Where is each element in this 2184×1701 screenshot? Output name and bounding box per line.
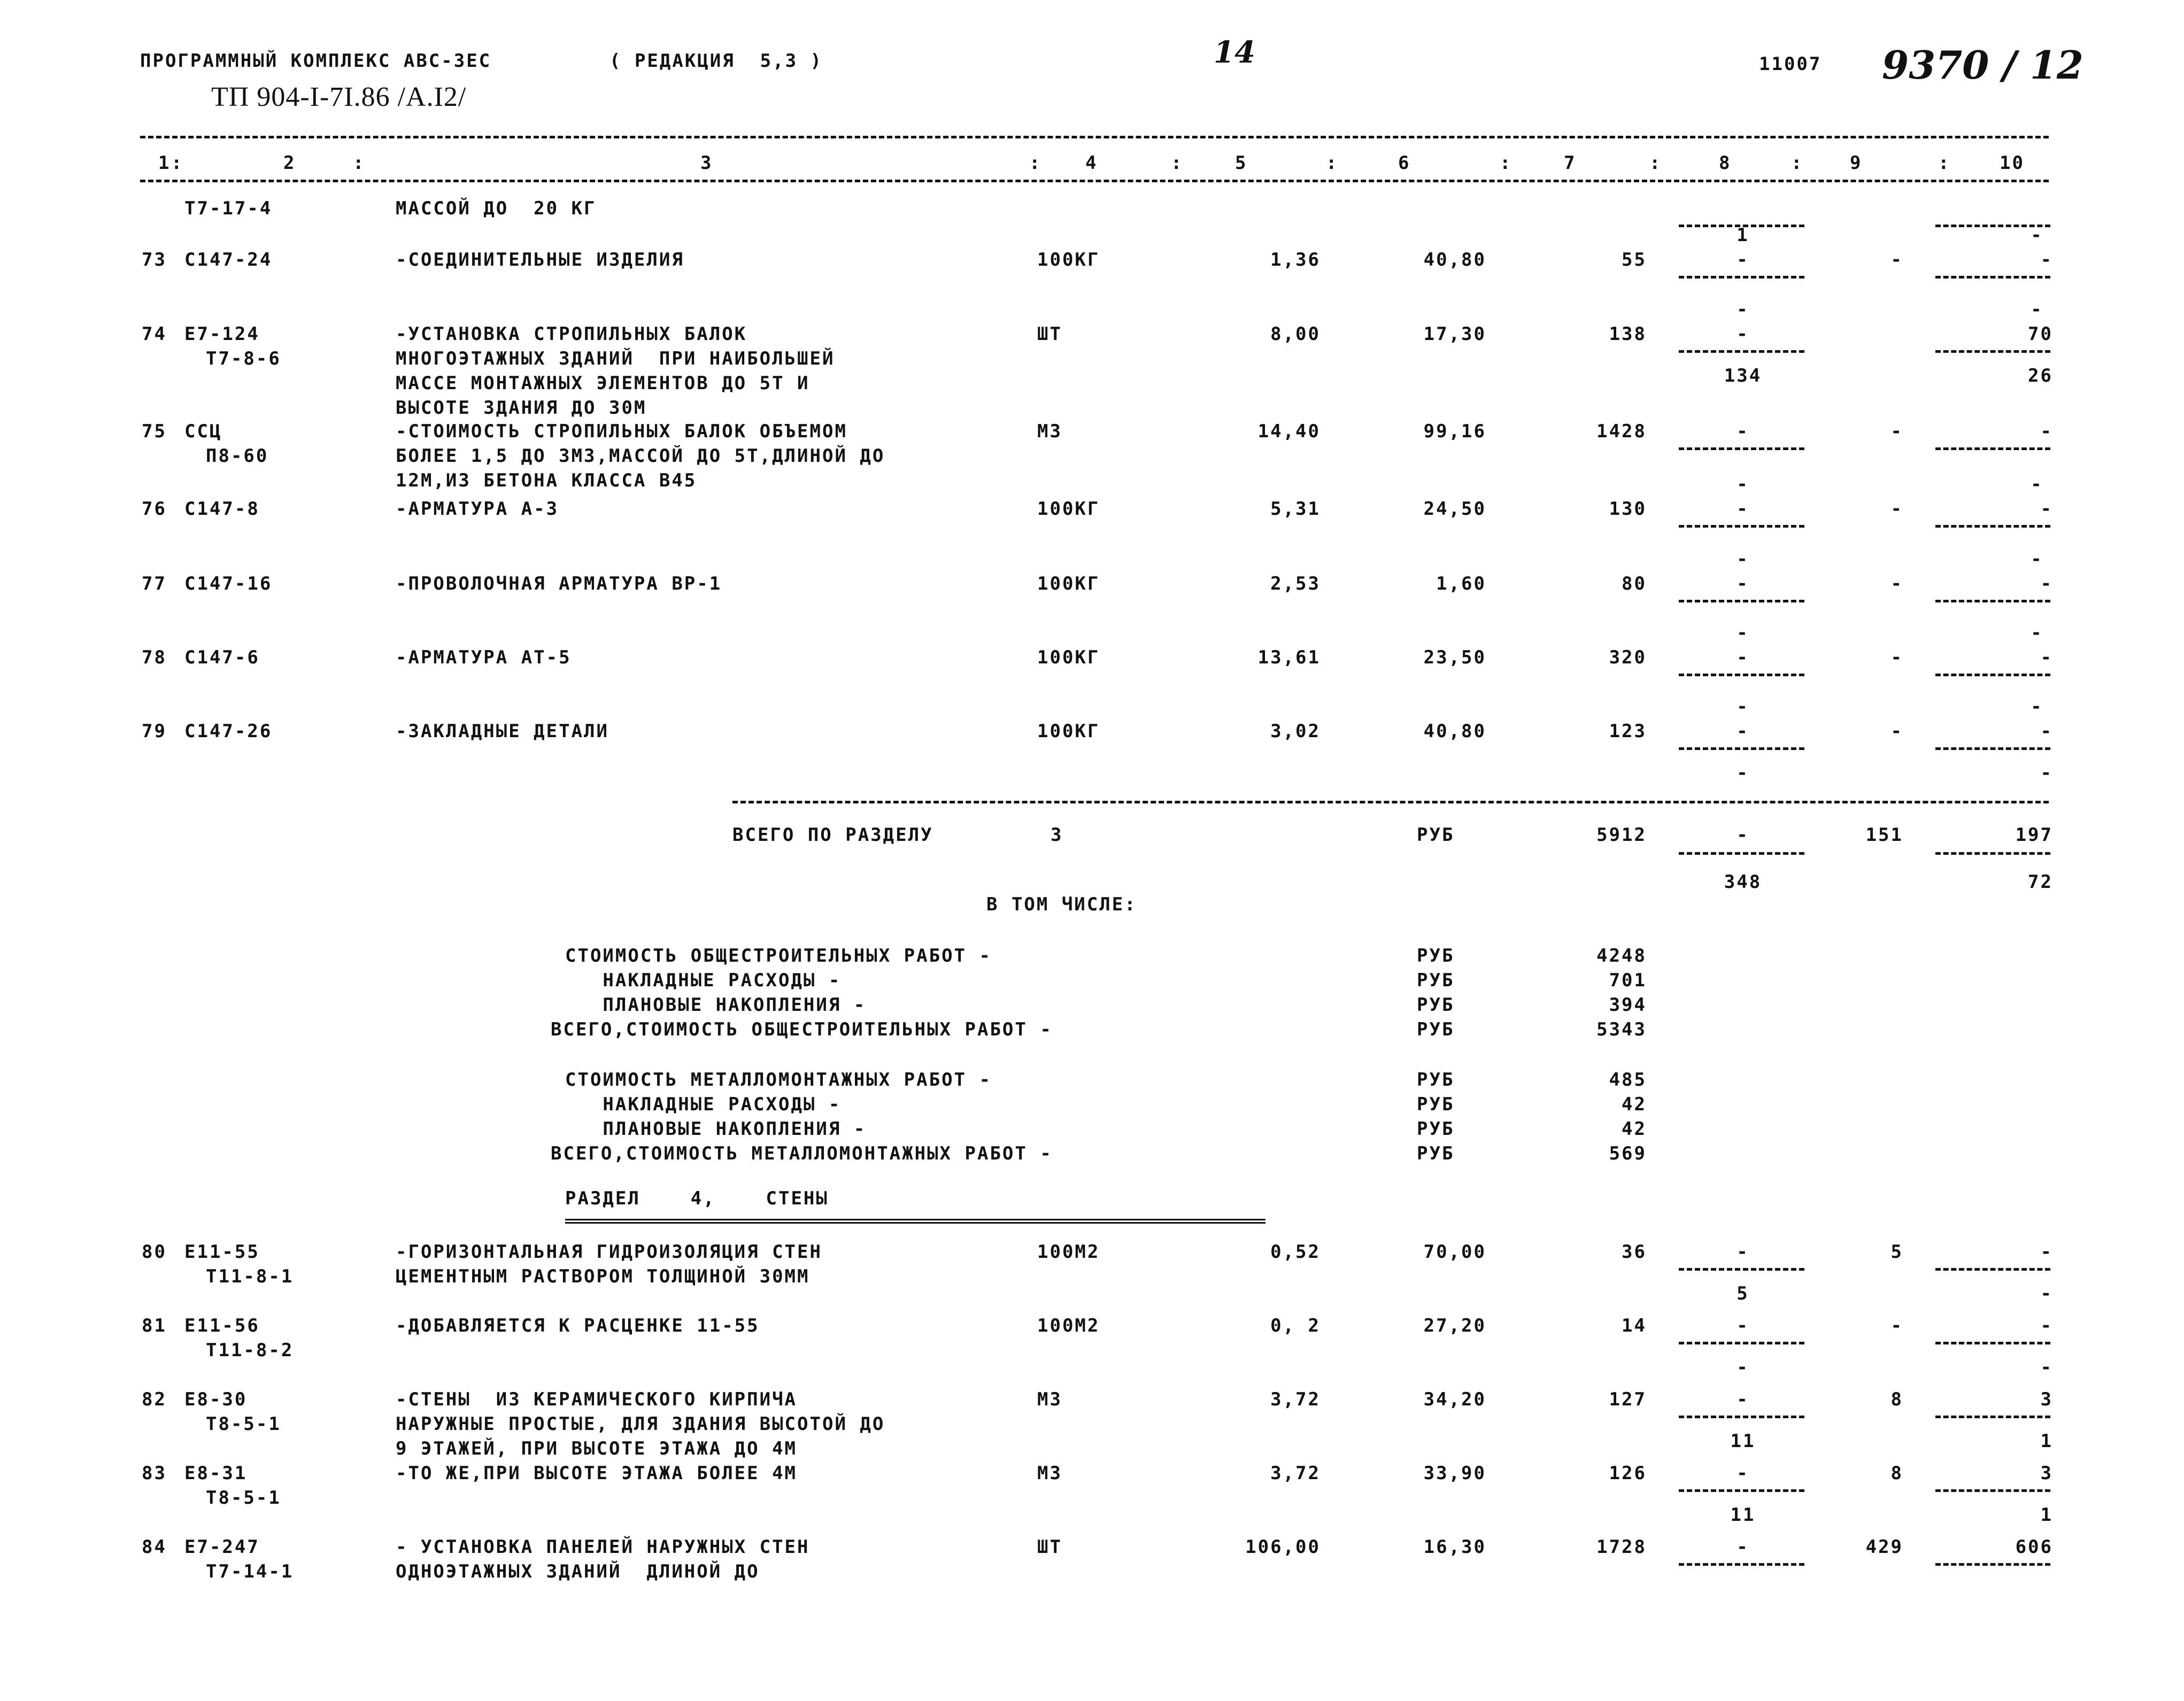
column-number: 4: [1085, 152, 1098, 174]
row-code: Е11-55: [184, 1241, 260, 1263]
row-col9: -: [1890, 421, 1903, 442]
row-description: -ДОБАВЛЯЕТСЯ К РАСЦЕНКЕ 11-55: [396, 1315, 760, 1336]
breakdown-label: СТОИМОСТЬ МЕТАЛЛОМОНТАЖНЫХ РАБОТ -: [565, 1069, 992, 1091]
row-quantity: 5,31: [1270, 498, 1321, 520]
row-col9: -: [1890, 647, 1903, 668]
column-number: 8: [1719, 152, 1732, 174]
column-separator: :: [171, 152, 184, 174]
row-col8: -: [1737, 249, 1749, 270]
row-code-secondary: П8-60: [206, 445, 269, 467]
row-col8: -: [1737, 421, 1749, 442]
header-rule-top: [140, 136, 2049, 138]
col8-rule: [1679, 1489, 1804, 1492]
row-unit-price: 24,50: [1423, 498, 1486, 520]
row-col8-upper: -: [1737, 299, 1749, 320]
total-col10: 197: [2015, 824, 2053, 846]
total-col10-lower: 72: [2028, 871, 2053, 893]
row-col10-lower: -: [2040, 1357, 2053, 1378]
total-col8-rule: [1679, 852, 1804, 855]
row-unit: М3: [1037, 421, 1062, 442]
breakdown-value: 5343: [1596, 1019, 1647, 1040]
row-col8-lower: 5: [1737, 1283, 1749, 1304]
col8-rule: [1679, 747, 1804, 750]
row-description: 12М,ИЗ БЕТОНА КЛАССА В45: [396, 470, 697, 491]
total-col9: 151: [1865, 824, 1903, 846]
row-number: 73: [142, 249, 167, 270]
row-number: 76: [142, 498, 167, 520]
row-total: 138: [1609, 323, 1647, 345]
row-code: Т7-17-4: [184, 198, 273, 219]
row-quantity: 13,61: [1257, 647, 1321, 668]
row-col8-upper: -: [1737, 622, 1749, 644]
breakdown-unit: РУБ: [1417, 1143, 1455, 1164]
row-col8: -: [1737, 1536, 1749, 1558]
row-unit-price: 16,30: [1423, 1536, 1486, 1558]
breakdown-value: 42: [1622, 1094, 1647, 1115]
row-description: -ЗАКЛАДНЫЕ ДЕТАЛИ: [396, 721, 609, 742]
col10-rule: [1935, 276, 2050, 279]
total-col10-rule: [1935, 852, 2050, 855]
row-unit: ШТ: [1037, 1536, 1062, 1558]
row-total: 1728: [1596, 1536, 1647, 1558]
row-total: 123: [1609, 721, 1647, 742]
row-col8: -: [1737, 323, 1749, 345]
col8-rule: [1679, 674, 1804, 676]
column-number: 7: [1564, 152, 1577, 174]
row-code: Е8-30: [184, 1389, 248, 1410]
row-col8: -: [1737, 1463, 1749, 1484]
row-col9: -: [1890, 721, 1903, 742]
row-unit-price: 33,90: [1423, 1463, 1486, 1484]
row-code-secondary: Т8-5-1: [206, 1487, 281, 1509]
row-unit-price: 17,30: [1423, 323, 1486, 345]
row-col8: -: [1737, 1315, 1749, 1336]
row-total: 80: [1622, 573, 1647, 594]
row-total: 14: [1622, 1315, 1647, 1336]
row-quantity: 0,52: [1270, 1241, 1321, 1263]
row-col10: 3: [2040, 1389, 2053, 1410]
row-unit-price: 34,20: [1423, 1389, 1486, 1410]
row-col10-lower: 26: [2028, 365, 2053, 386]
row-quantity: 14,40: [1257, 421, 1321, 442]
row-unit: 100М2: [1037, 1241, 1100, 1263]
breakdown-label: ПЛАНОВЫЕ НАКОПЛЕНИЯ -: [565, 994, 867, 1016]
col8-rule: [1679, 600, 1804, 602]
row-number: 83: [142, 1463, 167, 1484]
row-col10-upper: -: [2031, 299, 2043, 320]
breakdown-unit: РУБ: [1417, 970, 1455, 991]
row-col8: -: [1737, 498, 1749, 520]
row-description: НАРУЖНЫЕ ПРОСТЫЕ, ДЛЯ ЗДАНИЯ ВЫСОТОЙ ДО: [396, 1413, 885, 1435]
doc-code: 11007: [1759, 53, 1822, 75]
row-description: 9 ЭТАЖЕЙ, ПРИ ВЫСОТЕ ЭТАЖА ДО 4М: [396, 1438, 798, 1459]
row-unit: М3: [1037, 1389, 1062, 1410]
doc-reference: 9370 / 12: [1882, 42, 2084, 88]
col10-rule: [1935, 1563, 2050, 1566]
row-code-secondary: Т7-8-6: [206, 348, 281, 369]
row-unit-price: 23,50: [1423, 647, 1486, 668]
row-description: -ТО ЖЕ,ПРИ ВЫСОТЕ ЭТАЖА БОЛЕЕ 4М: [396, 1463, 798, 1484]
col8-rule: [1679, 1563, 1804, 1566]
row-total: 127: [1609, 1389, 1647, 1410]
row-unit-price: 40,80: [1423, 249, 1486, 270]
row-col10-lower: 1: [2040, 1431, 2053, 1452]
row-description: МАССОЙ ДО 20 КГ: [396, 198, 597, 219]
page-number: 14: [1214, 35, 1255, 70]
col10-rule: [1935, 1416, 2050, 1418]
row-description: ЦЕМЕНТНЫМ РАСТВОРОМ ТОЛЩИНОЙ 30ММ: [396, 1266, 810, 1287]
row-col10: -: [2040, 1241, 2053, 1263]
row-description: МАССЕ МОНТАЖНЫХ ЭЛЕМЕНТОВ ДО 5Т И: [396, 373, 810, 394]
row-code: С147-16: [184, 573, 273, 594]
row-code: Е8-31: [184, 1463, 248, 1484]
row-col9: 8: [1890, 1389, 1903, 1410]
total-section: 3: [1051, 824, 1063, 846]
row-code: Е11-56: [184, 1315, 260, 1336]
row-number: 81: [142, 1315, 167, 1336]
total-col8-lower: 348: [1724, 871, 1762, 893]
breakdown-value: 42: [1622, 1118, 1647, 1140]
program-title: ПРОГРАММНЫЙ КОМПЛЕКС АВС-ЗЕС: [140, 50, 492, 72]
column-number: 3: [700, 152, 713, 174]
row-unit: 100КГ: [1037, 498, 1100, 520]
breakdown-unit: РУБ: [1417, 1019, 1455, 1040]
row-col9: 5: [1890, 1241, 1903, 1263]
column-separator: :: [1649, 152, 1662, 174]
row-code: С147-24: [184, 249, 273, 270]
row-col10-lower: -: [2040, 1283, 2053, 1304]
breakdown-unit: РУБ: [1417, 1118, 1455, 1140]
column-number: 10: [2000, 152, 2025, 174]
including-label: В ТОМ ЧИСЛЕ:: [986, 894, 1137, 915]
breakdown-label: НАКЛАДНЫЕ РАСХОДЫ -: [565, 970, 842, 991]
section-4-title: РАЗДЕЛ 4, СТЕНЫ: [565, 1188, 829, 1209]
row-description: -СТЕНЫ ИЗ КЕРАМИЧЕСКОГО КИРПИЧА: [396, 1389, 798, 1410]
column-separator: :: [1171, 152, 1184, 174]
breakdown-value: 394: [1609, 994, 1647, 1016]
row-unit: 100КГ: [1037, 249, 1100, 270]
row-col10-lower: 1: [2040, 1504, 2053, 1526]
row-unit: М3: [1037, 1463, 1062, 1484]
column-number: 1: [158, 152, 171, 174]
row-col10: 606: [2015, 1536, 2053, 1558]
breakdown-unit: РУБ: [1417, 1069, 1455, 1091]
breakdown-unit: РУБ: [1417, 994, 1455, 1016]
row-unit-price: 40,80: [1423, 721, 1486, 742]
row-col8-lower: 11: [1730, 1504, 1756, 1526]
total-unit: РУБ: [1417, 824, 1455, 846]
column-separator: :: [1029, 152, 1042, 174]
row-total: 1428: [1596, 421, 1647, 442]
row-total: 36: [1622, 1241, 1647, 1263]
row-code: С147-26: [184, 721, 273, 742]
row-total: 130: [1609, 498, 1647, 520]
row-col10: -: [2040, 1315, 2053, 1336]
breakdown-unit: РУБ: [1417, 1094, 1455, 1115]
row-quantity: 3,02: [1270, 721, 1321, 742]
row-col9: -: [1890, 498, 1903, 520]
column-separator: :: [1500, 152, 1512, 174]
col8-rule: [1679, 1268, 1804, 1271]
row-unit-price: 27,20: [1423, 1315, 1486, 1336]
row-col8-upper: -: [1737, 696, 1749, 717]
column-separator: :: [353, 152, 366, 174]
row-description: ОДНОЭТАЖНЫХ ЗДАНИЙ ДЛИНОЙ ДО: [396, 1561, 760, 1582]
row-col8-lower: 134: [1724, 365, 1762, 386]
col8-rule: [1679, 525, 1804, 528]
column-number: 2: [283, 152, 296, 174]
row-description: ВЫСОТЕ ЗДАНИЯ ДО 30М: [396, 397, 647, 419]
row-number: 80: [142, 1241, 167, 1263]
breakdown-value: 569: [1609, 1143, 1647, 1164]
row-col10-upper: -: [2031, 696, 2043, 717]
row-code: Е7-247: [184, 1536, 260, 1558]
breakdown-value: 701: [1609, 970, 1647, 991]
row-quantity: 2,53: [1270, 573, 1321, 594]
row-col10: -: [2040, 249, 2053, 270]
col10-rule: [1935, 350, 2050, 353]
col10-rule: [1935, 1268, 2050, 1271]
row-unit-price: 70,00: [1423, 1241, 1486, 1263]
col10-rule: [1935, 747, 2050, 750]
row-col10: -: [2040, 647, 2053, 668]
row-unit-price: 99,16: [1423, 421, 1486, 442]
row-unit: 100М2: [1037, 1315, 1100, 1336]
row-unit: ШТ: [1037, 323, 1062, 345]
row-code-secondary: Т11-8-2: [206, 1340, 294, 1361]
row-col9: -: [1890, 249, 1903, 270]
total-col8: -: [1737, 824, 1749, 846]
row-number: 75: [142, 421, 167, 442]
row-col10: 3: [2040, 1463, 2053, 1484]
row-quantity: 8,00: [1270, 323, 1321, 345]
row-description: -АРМАТУРА АТ-5: [396, 647, 572, 668]
column-number: 6: [1398, 152, 1411, 174]
row-total: 55: [1622, 249, 1647, 270]
row-quantity: 3,72: [1270, 1389, 1321, 1410]
row-quantity: 106,00: [1245, 1536, 1321, 1558]
row-code: ССЦ: [184, 421, 222, 442]
row-number: 84: [142, 1536, 167, 1558]
col10-rule: [1935, 525, 2050, 528]
row-col8: -: [1737, 1389, 1749, 1410]
row-code: С147-6: [184, 647, 260, 668]
row-col8: -: [1737, 721, 1749, 742]
row-col8-lower: -: [1737, 762, 1749, 784]
breakdown-label: ПЛАНОВЫЕ НАКОПЛЕНИЯ -: [565, 1118, 867, 1140]
row-quantity: 1,36: [1270, 249, 1321, 270]
section-4-underline: [565, 1219, 1265, 1224]
row-col8-lower: 11: [1730, 1431, 1756, 1452]
header-rule-bottom: [140, 180, 2049, 182]
row-col10-upper: -: [2031, 225, 2043, 246]
row-col9: -: [1890, 1315, 1903, 1336]
row-number: 78: [142, 647, 167, 668]
row-description: МНОГОЭТАЖНЫХ ЗДАНИЙ ПРИ НАИБОЛЬШЕЙ: [396, 348, 835, 369]
row-number: 79: [142, 721, 167, 742]
breakdown-label: НАКЛАДНЫЕ РАСХОДЫ -: [565, 1094, 842, 1115]
row-code-secondary: Т7-14-1: [206, 1561, 294, 1582]
total-rule: [732, 801, 2049, 803]
column-number: 5: [1235, 152, 1248, 174]
col8-rule: [1679, 447, 1804, 450]
row-col9: -: [1890, 573, 1903, 594]
column-separator: :: [1791, 152, 1804, 174]
row-col10-upper: -: [2031, 548, 2043, 570]
col8-rule: [1679, 350, 1804, 353]
row-description: БОЛЕЕ 1,5 ДО 3М3,МАССОЙ ДО 5Т,ДЛИНОЙ ДО: [396, 445, 885, 467]
row-unit: 100КГ: [1037, 647, 1100, 668]
row-col10-upper: -: [2031, 474, 2043, 495]
col10-rule: [1935, 1342, 2050, 1344]
row-code: Е7-124: [184, 323, 260, 345]
row-col8: -: [1737, 647, 1749, 668]
row-total: 320: [1609, 647, 1647, 668]
breakdown-value: 4248: [1596, 945, 1647, 967]
row-col8-lower: -: [1737, 1357, 1749, 1378]
row-col10: -: [2040, 498, 2053, 520]
row-quantity: 3,72: [1270, 1463, 1321, 1484]
row-code: С147-8: [184, 498, 260, 520]
row-unit: 100КГ: [1037, 721, 1100, 742]
breakdown-label: ВСЕГО,СТОИМОСТЬ МЕТАЛЛОМОНТАЖНЫХ РАБОТ -: [551, 1143, 1053, 1164]
row-col8: -: [1737, 1241, 1749, 1263]
total-label: ВСЕГО ПО РАЗДЕЛУ: [732, 824, 933, 846]
row-col10: -: [2040, 421, 2053, 442]
row-number: 77: [142, 573, 167, 594]
column-number: 9: [1850, 152, 1863, 174]
row-col9: 8: [1890, 1463, 1903, 1484]
column-separator: :: [1326, 152, 1339, 174]
row-col8: -: [1737, 573, 1749, 594]
row-number: 74: [142, 323, 167, 345]
row-quantity: 0, 2: [1270, 1315, 1321, 1336]
row-col10: 70: [2028, 323, 2053, 345]
row-col8-upper: -: [1737, 474, 1749, 495]
breakdown-unit: РУБ: [1417, 945, 1455, 967]
col8-rule: [1679, 1342, 1804, 1344]
row-description: -УСТАНОВКА СТРОПИЛЬНЫХ БАЛОК: [396, 323, 747, 345]
row-description: -СОЕДИНИТЕЛЬНЫЕ ИЗДЕЛИЯ: [396, 249, 684, 270]
row-description: - УСТАНОВКА ПАНЕЛЕЙ НАРУЖНЫХ СТЕН: [396, 1536, 810, 1558]
row-total: 126: [1609, 1463, 1647, 1484]
project-code: ТП 904-I-7I.86 /А.I2/: [211, 82, 467, 112]
row-col8-upper: 1: [1737, 225, 1749, 246]
col8-rule: [1679, 1416, 1804, 1418]
row-number: 82: [142, 1389, 167, 1410]
row-col10-lower: -: [2040, 762, 2053, 784]
row-description: -ПРОВОЛОЧНАЯ АРМАТУРА ВР-1: [396, 573, 722, 594]
row-description: -АРМАТУРА А-3: [396, 498, 559, 520]
col10-rule: [1935, 1489, 2050, 1492]
row-col9: 429: [1865, 1536, 1903, 1558]
total-sum: 5912: [1596, 824, 1647, 846]
col10-rule: [1935, 447, 2050, 450]
row-col10: -: [2040, 573, 2053, 594]
row-description: -ГОРИЗОНТАЛЬНАЯ ГИДРОИЗОЛЯЦИЯ СТЕН: [396, 1241, 822, 1263]
row-col8-upper: -: [1737, 548, 1749, 570]
row-unit: 100КГ: [1037, 573, 1100, 594]
col8-rule: [1679, 276, 1804, 279]
row-col10: -: [2040, 721, 2053, 742]
column-separator: :: [1938, 152, 1951, 174]
col10-rule: [1935, 674, 2050, 676]
row-col10-upper: -: [2031, 622, 2043, 644]
breakdown-label: СТОИМОСТЬ ОБЩЕСТРОИТЕЛЬНЫХ РАБОТ -: [565, 945, 992, 967]
row-unit-price: 1,60: [1436, 573, 1486, 594]
breakdown-label: ВСЕГО,СТОИМОСТЬ ОБЩЕСТРОИТЕЛЬНЫХ РАБОТ -: [551, 1019, 1053, 1040]
breakdown-value: 485: [1609, 1069, 1647, 1091]
row-code-secondary: Т11-8-1: [206, 1266, 294, 1287]
row-description: -СТОИМОСТЬ СТРОПИЛЬНЫХ БАЛОК ОБЪЕМОМ: [396, 421, 847, 442]
col10-rule: [1935, 600, 2050, 602]
row-code-secondary: Т8-5-1: [206, 1413, 281, 1435]
program-edition: ( РЕДАКЦИЯ 5,3 ): [609, 50, 823, 72]
